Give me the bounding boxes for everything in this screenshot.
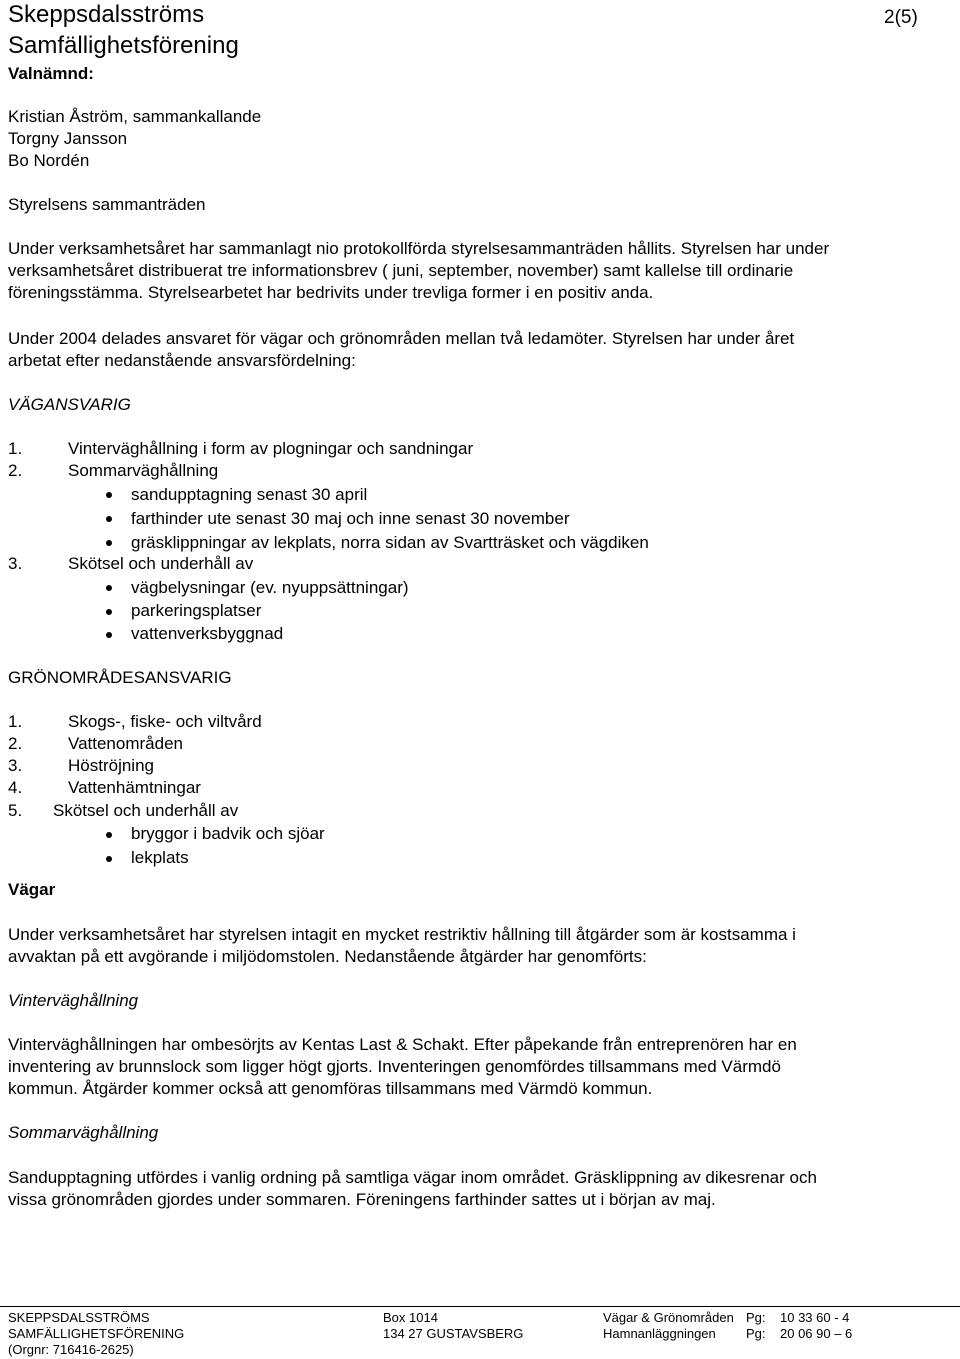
- text-line: Under verksamhetsåret har sammanlagt nio protokollförda styrelsesammanträden hållits. Styrelsen har under: [8, 239, 830, 258]
- footer-orgnr: (Orgnr: 716416-2625): [8, 1342, 134, 1357]
- footer-org-line1: SKEPPSDALSSTRÖMS: [8, 1310, 150, 1325]
- list-number: 2.: [8, 461, 23, 480]
- section-heading-gronomrade: GRÖNOMRÅDESANSVARIG: [8, 668, 232, 687]
- text-line: kommun. Åtgärder kommer också att genomföras tillsammans med Värmdö kommun.: [8, 1079, 653, 1098]
- text-line: Vinterväghållningen har ombesörjts av Kentas Last & Schakt. Efter påpekande från entreprenören har en: [8, 1035, 797, 1054]
- footer-city: 134 27 GUSTAVSBERG: [383, 1326, 524, 1341]
- list-item: Vattenhämtningar: [68, 778, 201, 797]
- bullet-icon: [106, 492, 112, 498]
- section-heading-styrelse: Styrelsens sammanträden: [8, 195, 206, 214]
- section-heading-vagar: Vägar: [8, 880, 56, 899]
- footer-divider: [0, 1306, 960, 1307]
- text-line: föreningsstämma. Styrelsearbetet har bedrivits under trevliga former i en positiv anda.: [8, 283, 654, 302]
- list-number: 2.: [8, 734, 23, 753]
- footer-box: Box 1014: [383, 1310, 438, 1325]
- bullet-icon: [106, 609, 112, 615]
- text-line: avvaktan på ett avgörande i miljödomstolen. Nedanstående åtgärder har genomförts:: [8, 947, 647, 966]
- section-heading-vaganvarig: VÄGANSVARIG: [8, 395, 131, 414]
- footer-contact1-name: Vägar & Grönområden: [603, 1310, 734, 1325]
- bullet-item: vattenverksbyggnad: [131, 624, 284, 643]
- bullet-icon: [106, 832, 112, 838]
- bullet-item: sandupptagning senast 30 april: [131, 485, 368, 504]
- footer-org-line2: SAMFÄLLIGHETSFÖRENING: [8, 1326, 185, 1341]
- bullet-item: lekplats: [131, 848, 189, 867]
- org-name-line1: Skeppsdalsströms: [8, 1, 205, 28]
- bullet-icon: [106, 856, 112, 862]
- text-line: vissa grönområden gjordes under sommaren. Föreningens farthinder sattes ut i början av maj.: [8, 1190, 716, 1209]
- text-line: Sandupptagning utfördes i vanlig ordning på samtliga vägar inom området. Gräsklippning av dikesrenar och: [8, 1168, 817, 1187]
- list-number: 5.: [8, 801, 23, 820]
- text-line: Under 2004 delades ansvaret för vägar och grönområden mellan två ledamöter. Styrelsen har under året: [8, 329, 795, 348]
- list-item: Skötsel och underhåll av: [68, 554, 254, 573]
- vagar-paragraph: [8, 924, 953, 968]
- list-number: 3.: [8, 554, 23, 573]
- bullet-item: farthinder ute senast 30 maj och inne senast 30 november: [131, 509, 570, 528]
- bullet-item: vägbelysningar (ev. nyuppsättningar): [131, 578, 409, 597]
- bullet-icon: [106, 516, 112, 522]
- valnamnd-member: Torgny Jansson: [8, 129, 128, 148]
- footer-contact1-pg-label: Pg:: [746, 1310, 766, 1325]
- list-number: 3.: [8, 756, 23, 775]
- bullet-item: gräsklippningar av lekplats, norra sidan av Svartträsket och vägdiken: [131, 533, 649, 552]
- list-number: 1.: [8, 712, 23, 731]
- subheading-vinterhallning: Vinterväghållning: [8, 991, 139, 1010]
- valnamnd-member: Bo Nordén: [8, 151, 90, 170]
- vinter-paragraph: [8, 1034, 953, 1100]
- list-item: Höströjning: [68, 756, 154, 775]
- styrelse-paragraph-1: [8, 238, 953, 304]
- bullet-icon: [106, 540, 112, 546]
- list-item: Skötsel och underhåll av: [53, 801, 239, 820]
- sommar-paragraph: [8, 1167, 953, 1211]
- valnamnd-label: Valnämnd:: [8, 64, 94, 83]
- text-line: inventering av brunnslock som ligger högt gjorts. Inventeringen genomfördes tillsammans med Värmdö: [8, 1057, 781, 1076]
- bullet-icon: [106, 585, 112, 591]
- text-line: arbetat efter nedanstående ansvarsfördelning:: [8, 351, 356, 370]
- bullet-icon: [106, 632, 112, 638]
- list-number: 4.: [8, 778, 23, 797]
- list-item: Vinterväghållning i form av plogningar och sandningar: [68, 439, 474, 458]
- bullet-item: bryggor i badvik och sjöar: [131, 824, 325, 843]
- bullet-item: parkeringsplatser: [131, 601, 262, 620]
- list-item: Sommarväghållning: [68, 461, 219, 480]
- org-name-line2: Samfällighetsförening: [8, 32, 239, 59]
- footer-contact2-pg: 20 06 90 – 6: [780, 1326, 853, 1341]
- footer-contact1-pg: 10 33 60 - 4: [780, 1310, 850, 1325]
- page-number: 2(5): [884, 7, 918, 28]
- valnamnd-member: Kristian Åström, sammankallande: [8, 107, 262, 126]
- footer-contact2-name: Hamnanläggningen: [603, 1326, 716, 1341]
- text-line: Under verksamhetsåret har styrelsen intagit en mycket restriktiv hållning till åtgärder som är kostsamma i: [8, 925, 796, 944]
- list-item: Skogs-, fiske- och viltvård: [68, 712, 262, 731]
- list-number: 1.: [8, 439, 23, 458]
- text-line: verksamhetsåret distribuerat tre informationsbrev ( juni, september, november) samt kallelse till ordinarie: [8, 261, 794, 280]
- footer-contact2-pg-label: Pg:: [746, 1326, 766, 1341]
- styrelse-paragraph-2: [8, 328, 953, 372]
- list-item: Vattenområden: [68, 734, 183, 753]
- subheading-sommarhallning: Sommarväghållning: [8, 1123, 159, 1142]
